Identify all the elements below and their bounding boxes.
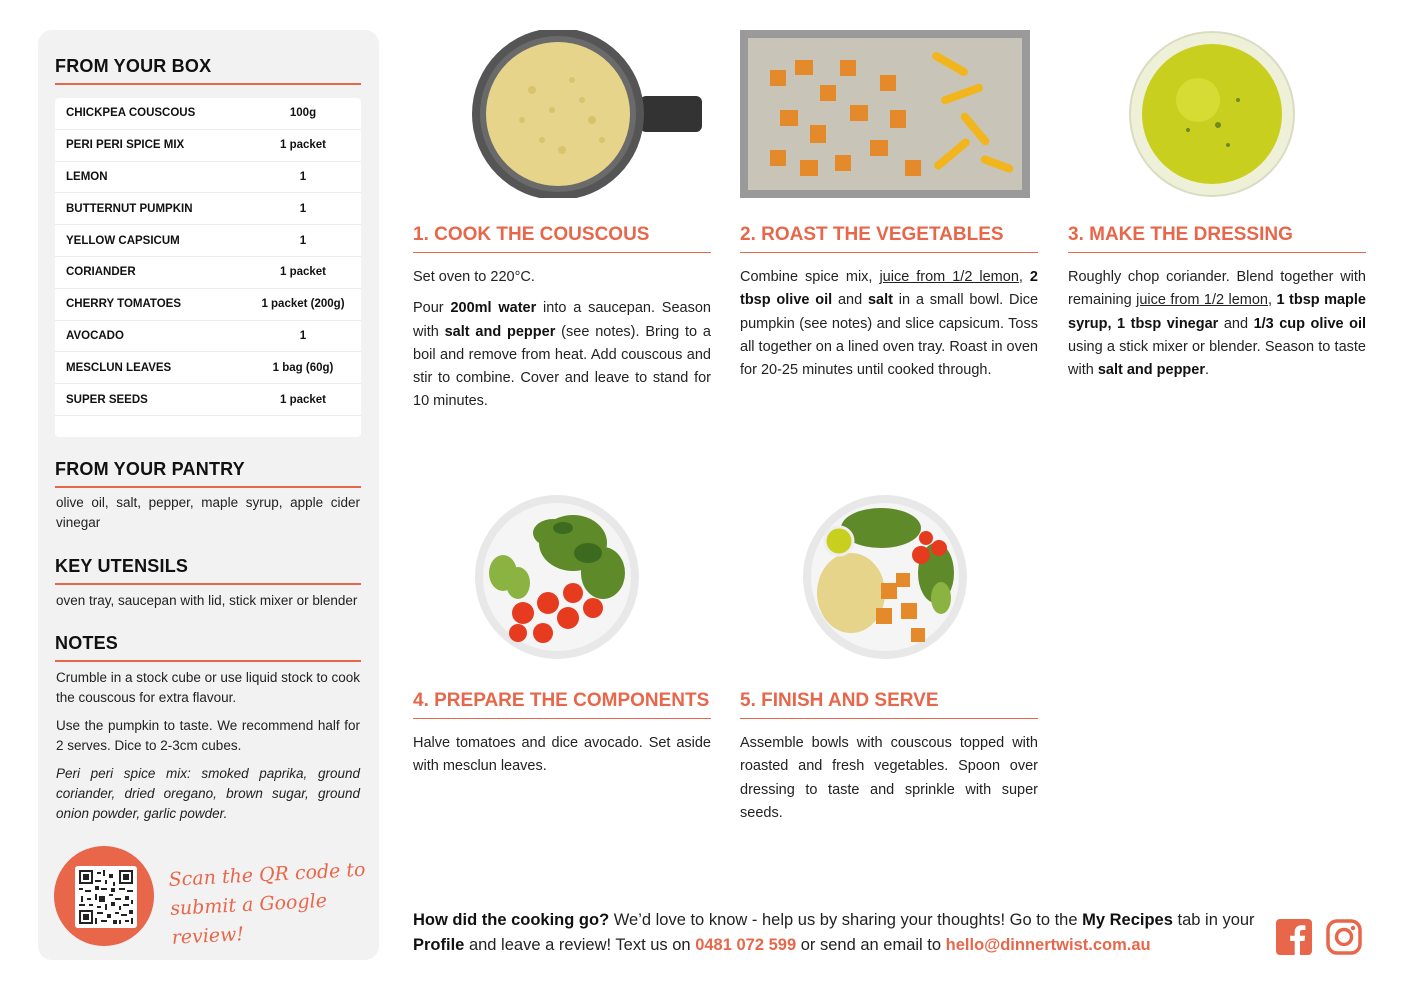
couscous-pot-image	[462, 30, 702, 198]
footer-profile: Profile	[413, 936, 465, 954]
table-row	[55, 193, 361, 225]
ingredient-qty: 1 bag (60g)	[272, 361, 334, 374]
utensils-text: oven tray, saucepan with lid, stick mixer or blender	[56, 593, 358, 608]
ingredient-name: CHERRY TOMATOES	[66, 298, 182, 311]
ingredient-qty: 1	[299, 234, 307, 247]
ingredient-name: CORIANDER	[66, 266, 136, 279]
step-2-p1: Combine spice mix, juice from 1/2 lemon, 2 tbsp olive oil and salt in a small bowl. Dice pumpkin (see notes) and slice capsicum. Toss all together on a lined oven tray. Roast in oven for 20-25 minutes until cooked through.	[740, 269, 1039, 379]
ingredient-name: MESCLUN LEAVES	[66, 361, 172, 374]
pantry-text: olive oil, salt, pepper, maple syrup, apple cider vinegar	[56, 495, 360, 530]
note-2: Use the pumpkin to taste. We recommend half for 2 serves. Dice to 2-3cm cubes.	[56, 718, 360, 753]
step-1-title: 1. COOK THE COUSCOUS	[413, 224, 711, 253]
step-1-body	[413, 266, 711, 422]
box-title: FROM YOUR BOX	[55, 56, 361, 85]
step-4-p1: Halve tomatoes and dice avocado. Set aside with mesclun leaves.	[413, 735, 711, 775]
qr-caption	[168, 856, 372, 953]
ingredient-name: AVOCADO	[66, 329, 124, 342]
step-3-p1: Roughly chop coriander. Blend together with remaining juice from 1/2 lemon, 1 tbsp maple syrup, 1 tbsp vinegar and 1/3 cup olive oil using a stick mixer or blender. Season to taste with salt and pepper.	[1068, 269, 1367, 379]
step-3-title: 3. MAKE THE DRESSING	[1068, 224, 1366, 253]
utensils-title: KEY UTENSILS	[55, 556, 361, 585]
instagram-icon[interactable]	[1326, 919, 1362, 955]
ingredients-sidebar	[38, 30, 379, 960]
table-row	[55, 289, 361, 321]
step-5-title: 5. FINISH AND SERVE	[740, 690, 1038, 719]
ingredient-name: BUTTERNUT PUMPKIN	[66, 202, 193, 215]
ingredient-qty: 1 packet (200g)	[261, 298, 345, 311]
ingredient-name: LEMON	[66, 170, 108, 183]
email-link[interactable]: hello@dinnertwist.com.au	[945, 936, 1151, 954]
ingredient-qty: 1 packet	[279, 266, 327, 279]
components-bowl-image	[473, 493, 641, 661]
notes-title: NOTES	[55, 633, 361, 662]
table-row	[55, 384, 361, 416]
phone-link[interactable]: 0481 072 599	[695, 936, 797, 954]
ingredient-qty: 100g	[289, 107, 317, 120]
ingredient-name: CHICKPEA COUSCOUS	[66, 107, 196, 120]
qr-caption-line1: Scan the QR code to	[168, 858, 366, 891]
ingredient-name: PERI PERI SPICE MIX	[66, 139, 185, 152]
table-row	[55, 162, 361, 194]
facebook-icon[interactable]	[1276, 919, 1312, 955]
ingredient-name: SUPER SEEDS	[66, 393, 148, 406]
step-3-body	[1068, 266, 1366, 390]
table-row	[55, 130, 361, 162]
step-2-body	[740, 266, 1038, 390]
qr-badge	[54, 846, 154, 946]
finished-bowl-image	[801, 493, 969, 661]
pantry-title: FROM YOUR PANTRY	[55, 459, 361, 488]
step-5-body	[740, 732, 1038, 833]
step-1-p2: Pour 200ml water into a saucepan. Season with salt and pepper (see notes). Bring to a boil and remove from heat. Add couscous and stir to combine. Cover and leave to stand for 10 minutes.	[413, 300, 711, 410]
footer-my-recipes: My Recipes	[1082, 911, 1173, 929]
roasted-vegetables-image	[740, 30, 1030, 198]
step-4-title: 4. PREPARE THE COMPONENTS	[413, 690, 711, 719]
ingredient-qty: 1 packet	[279, 139, 327, 152]
qr-caption-line2: submit a Google review!	[169, 889, 328, 949]
step-1-p1: Set oven to 220°C.	[413, 269, 535, 285]
review-footer: How did the cooking go? We’d love to know - help us by sharing your thoughts! Go to the My Recipes tab in your Profile and leave a review! Text us on 0481 072 599 or send an email to hello@dinnertwist.com.au	[413, 911, 1255, 954]
table-row	[55, 257, 361, 289]
table-row	[55, 352, 361, 384]
footer-question: How did the cooking go?	[413, 911, 610, 929]
step-4-body	[413, 732, 711, 787]
ingredient-qty: 1	[299, 202, 307, 215]
note-3: Peri peri spice mix: smoked paprika, ground coriander, dried oregano, brown sugar, ground onion powder, garlic powder.	[56, 766, 360, 821]
qr-code-icon[interactable]	[75, 866, 137, 928]
ingredient-qty: 1	[299, 329, 307, 342]
ingredient-name: YELLOW CAPSICUM	[66, 234, 180, 247]
table-row	[55, 98, 361, 130]
table-row	[55, 225, 361, 257]
ingredient-qty: 1	[299, 170, 307, 183]
table-row	[55, 321, 361, 353]
note-1: Crumble in a stock cube or use liquid stock to cook the couscous for extra flavour.	[56, 670, 360, 705]
dressing-bowl-image	[1128, 30, 1296, 198]
box-ingredients-table	[55, 98, 361, 437]
step-5-p1: Assemble bowls with couscous topped with roasted and fresh vegetables. Spoon over dressing to taste and sprinkle with super seeds.	[740, 735, 1038, 821]
ingredient-qty: 1 packet	[279, 393, 327, 406]
step-2-title: 2. ROAST THE VEGETABLES	[740, 224, 1038, 253]
